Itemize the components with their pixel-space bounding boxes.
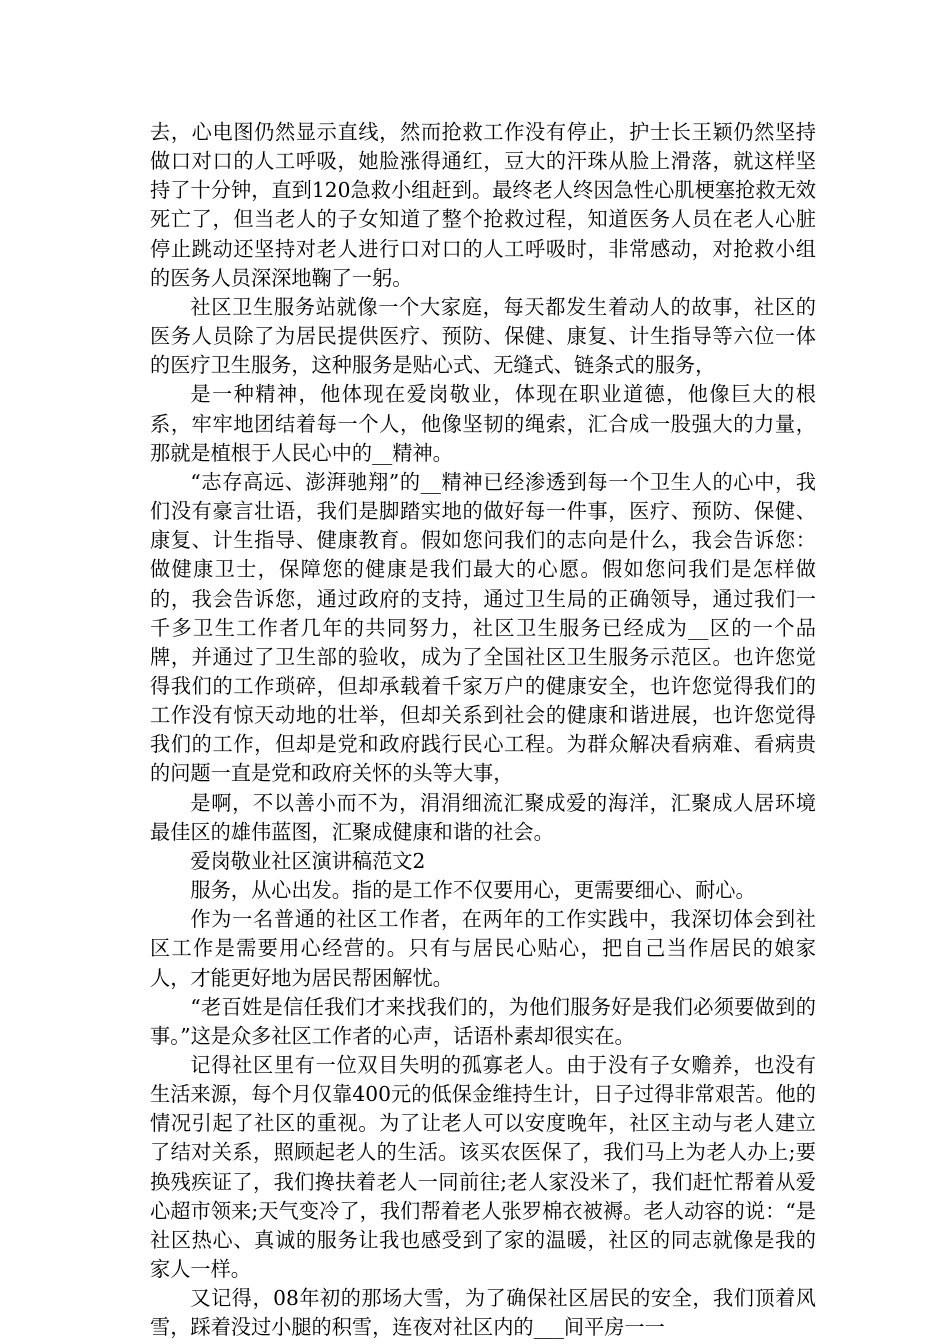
paragraph-snowstorm: 又记得，08年初的那场大雪，为了确保社区居民的安全，我们顶着风雪，踩着没过小腿的积雪，连夜对社区内的___间平房一一 (150, 1286, 816, 1340)
paragraph-community-family: 社区卫生服务站就像一个大家庭，每天都发生着动人的故事，社区的医务人员除了为居民提供医疗、预防、保健、康复、计生指导等六位一体的医疗卫生服务，这种服务是贴心式、无缝式、链条式的服务， (150, 294, 816, 378)
paragraph-blind-elder: 记得社区里有一位双目失明的孤寡老人。由于没有子女赡养，也没有生活来源，每个月仅靠400元的低保金维持生计，日子过得非常艰苦。他的情况引起了社区的重视。为了让老人可以安度晚年，社区主动与老人建立了结对关系，照顾起老人的生活。该买农医保了，我们马上为老人办上;要换残疾证了，我们搀扶着老人一同前往;老人家没米了，我们赶忙帮着从爱心超市领来;天气变冷了，我们帮着老人张罗棉衣被褥。老人动容的说：“是社区热心、真诚的服务让我也感受到了家的温暖，社区的同志就像是我的家人一样。 (150, 1053, 816, 1282)
paragraph-trust-quote: “老百姓是信任我们才来找我们的，为他们服务好是我们必须要做到的事。”这是众多社区工作者的心声，话语朴素却很实在。 (150, 994, 816, 1048)
paragraph-motto: “志存高远、澎湃驰翔”的__精神已经渗透到每一个卫生人的心中，我们没有豪言壮语，我们是脚踏实地的做好每一件事，医疗、预防、保健、康复、计生指导、健康教育。假如您问我们的志向是什么，我会告诉您：做健康卫士，保障您的健康是我们最大的心愿。假如您问我们是怎样做的，我会告诉您，通过政府的支持，通过卫生局的正确领导，通过我们一千多卫生工作者几年的共同努力，社区卫生服务已经成为__区的一个品牌，并通过了卫生部的验收，成为了全国社区卫生服务示范区。也许您觉得我们的工作琐碎，但却承载着千家万户的健康安全，也许您觉得我们的工作没有惊天动地的壮举，但却关系到社会的健康和谐进展，也许您觉得我们的工作，但却是党和政府践行民心工程。为群众解决看病难、看病贵的问题一直是党和政府关怀的头等大事， (150, 469, 816, 786)
section-heading: 爱岗敬业社区演讲稿范文2 (190, 848, 426, 873)
paragraph-community-worker: 作为一名普通的社区工作者，在两年的工作实践中，我深切体会到社区工作是需要用心经营的。只有与居民心贴心，把自己当作居民的娘家人，才能更好地为居民帮困解忧。 (150, 907, 816, 990)
paragraph-service: 服务，从心出发。指的是工作不仅要用心，更需要细心、耐心。 (190, 878, 756, 903)
paragraph-rescue-story: 去，心电图仍然显示直线，然而抢救工作没有停止，护士长王颖仍然坚持做口对口的人工呼吸，她脸涨得通红，豆大的汗珠从脸上滑落，就这样坚持了十分钟，直到120急救小组赶到。最终老人终因急性心肌梗塞抢救无效死亡了，但当老人的子女知道了整个抢救过程，知道医务人员在老人心脏停止跳动还坚持对老人进行口对口的人工呼吸时，非常感动，对抢救小组的医务人员深深地鞠了一躬。 (150, 120, 816, 290)
document-body (150, 118, 816, 1343)
paragraph-spirit: 是一种精神，他体现在爱岗敬业，体现在职业道德，他像巨大的根系，牢牢地团结着每一个人，他像坚韧的绳索，汇合成一股强大的力量，那就是植根于人民心中的__精神。 (150, 382, 816, 465)
paragraph-conclusion: 是啊，不以善小而不为，涓涓细流汇聚成爱的海洋，汇聚成人居环境最佳区的雄伟蓝图，汇聚成健康和谐的社会。 (150, 790, 816, 844)
